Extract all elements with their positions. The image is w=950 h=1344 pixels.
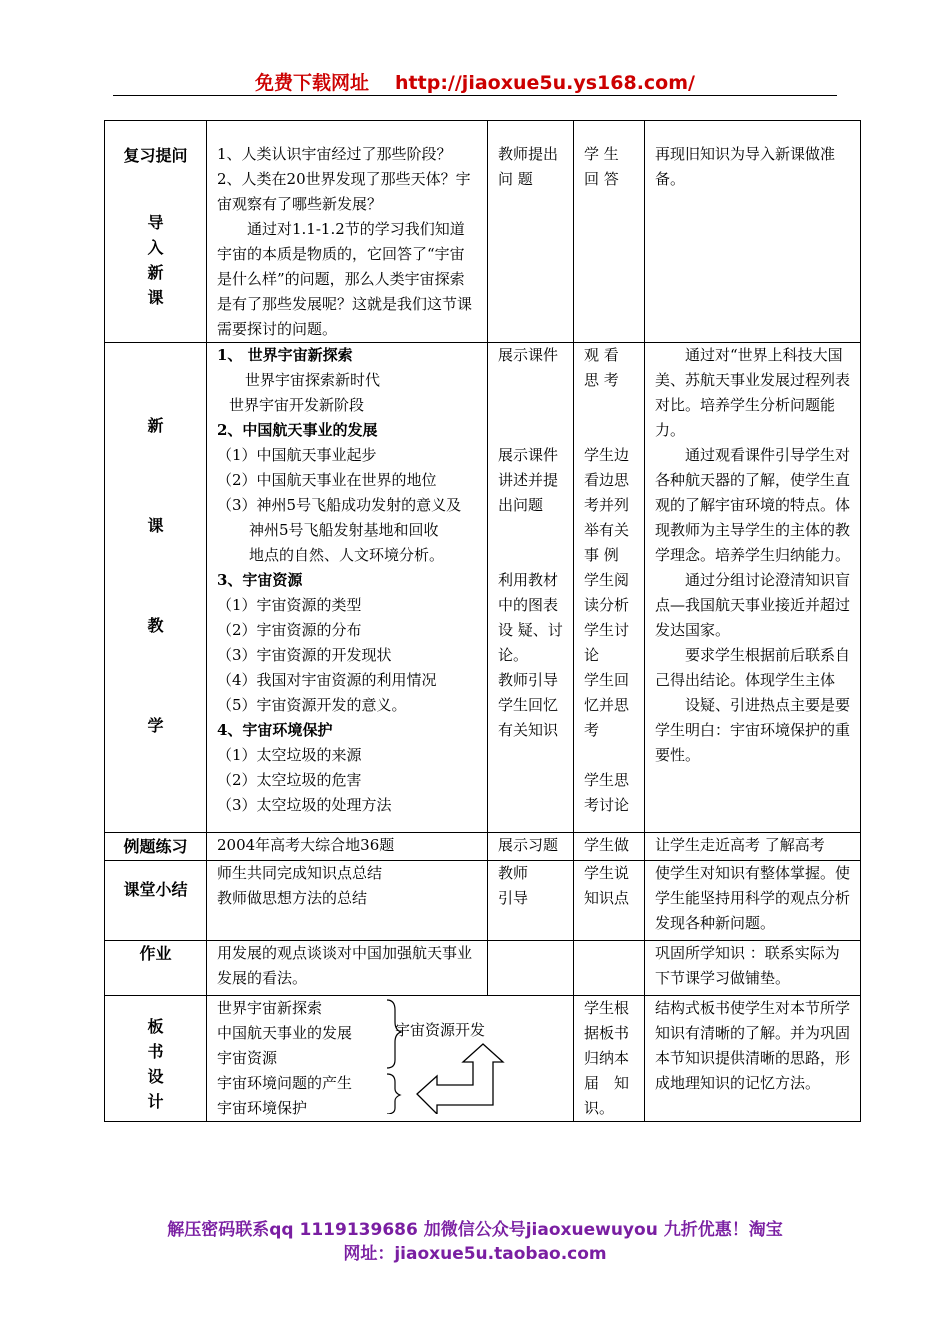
summary-content xyxy=(207,861,488,941)
topic-heading: 1、 世界宇宙新探索 xyxy=(217,346,353,364)
new-lesson-label-char: 课 xyxy=(147,516,164,535)
new-lesson-label xyxy=(105,343,207,833)
board-item: 宇宙环境问题的产生 xyxy=(217,1074,353,1092)
review-student: 学 生 回 答 xyxy=(574,121,645,343)
header-divider xyxy=(113,95,837,96)
board-item: 宇宙环境保护 xyxy=(217,1099,308,1117)
intro-label-char: 新 xyxy=(147,263,164,282)
exercise-intent: 让学生走近高考 了解高考 xyxy=(645,833,861,861)
topic-heading: 2、中国航天事业的发展 xyxy=(217,421,378,439)
board-diagram xyxy=(207,996,574,1122)
board-student: 学生根据板书归纳本届 知识。 xyxy=(574,996,645,1122)
exercise-content: 2004年高考大综合地36题 xyxy=(207,833,488,861)
student-activity: 观 看 思 考 xyxy=(584,346,619,389)
intro-label-char: 课 xyxy=(147,288,164,307)
intro-label xyxy=(105,210,206,310)
topic-line: （1）宇宙资源的类型 xyxy=(217,596,362,614)
new-lesson-teacher xyxy=(488,343,574,833)
topic-line: 神州5号飞船发射基地和回收 xyxy=(249,521,439,539)
teacher-activity: 展示课件 xyxy=(498,346,559,364)
topic-heading: 4、宇宙环境保护 xyxy=(217,721,333,739)
new-lesson-row xyxy=(105,343,861,833)
topic-line: （3）宇宙资源的开发现状 xyxy=(217,646,392,664)
review-teacher: 教师提出问 题 xyxy=(488,121,574,343)
topic-line: 世界宇宙探索新时代 xyxy=(245,371,381,389)
topic-line: （3）太空垃圾的处理方法 xyxy=(217,796,392,814)
intro-paragraph: 通过对1.1-1.2节的学习我们知道宇宙的本质是物质的，它回答了“宇宙是什么样”的问题，那么人类宇宙探索是有了那些发展呢？这就是我们这节课需要探讨的问题。 xyxy=(217,220,473,338)
footer-line-2[interactable]: 网址：jiaoxue5u.taobao.com xyxy=(343,1244,607,1264)
topic-line: （4）我国对宇宙资源的利用情况 xyxy=(217,671,437,689)
new-lesson-label-char: 教 xyxy=(147,616,164,635)
summary-line: 师生共同完成知识点总结 xyxy=(217,864,383,882)
brace-bottom xyxy=(387,1074,400,1114)
exercise-teacher: 展示习题 xyxy=(488,833,574,861)
student-activity: 学生思考讨论 xyxy=(584,771,630,814)
topic-line: （2）中国航天事业在世界的地位 xyxy=(217,471,437,489)
student-activity: 学生阅读分析 xyxy=(584,571,630,614)
intent-paragraph: 通过观看课件引导学生对各种航天器的了解，使学生直观的了解宇宙环境的特点。体现教师为主导学生的主体的教学理念。培养学生归纳能力。 xyxy=(655,446,851,564)
teacher-activity: 利用教材中的图表设 疑、讨 论。 xyxy=(498,571,563,664)
intent-paragraph: 设疑、引进热点主要是要学生明白：宇宙环境保护的重要性。 xyxy=(655,696,851,764)
student-activity: 学生讨论 xyxy=(584,621,630,664)
topic-line: （3）神州5号飞船成功发射的意义及 xyxy=(217,496,462,514)
lesson-table xyxy=(104,120,861,1122)
board-side-label: 宇宙资源开发 xyxy=(395,1021,486,1039)
topic-heading: 3、宇宙资源 xyxy=(217,571,303,589)
summary-label-text: 课堂小结 xyxy=(123,880,188,899)
board-label-char: 计 xyxy=(147,1092,164,1111)
board-label-char: 板 xyxy=(147,1017,164,1036)
return-arrow xyxy=(417,1044,503,1114)
topic-line: （2）太空垃圾的危害 xyxy=(217,771,362,789)
board-item: 宇宙资源 xyxy=(217,1049,278,1067)
new-lesson-student xyxy=(574,343,645,833)
homework-intent: 巩固所学知识 ：联系实际为下节课学习做铺垫。 xyxy=(645,941,861,996)
homework-student xyxy=(574,941,645,996)
brace-top xyxy=(387,1000,401,1068)
summary-label xyxy=(105,861,207,941)
header xyxy=(0,68,950,95)
student-activity: 学生边看边思考并列举有关事 例 xyxy=(584,446,630,564)
header-url[interactable]: http://jiaoxue5u.ys168.com/ xyxy=(395,72,695,94)
teacher-activity: 展示课件讲述并提出问题 xyxy=(498,446,559,514)
exercise-label: 例题练习 xyxy=(105,833,207,861)
homework-row xyxy=(105,941,861,996)
board-row xyxy=(105,996,861,1122)
board-item: 中国航天事业的发展 xyxy=(217,1024,353,1042)
new-lesson-label-char: 学 xyxy=(147,716,164,735)
board-brackets-and-arrow xyxy=(377,996,517,1114)
summary-row xyxy=(105,861,861,941)
topic-line: （5）宇宙资源开发的意义。 xyxy=(217,696,407,714)
new-lesson-label-char: 新 xyxy=(147,416,164,435)
new-lesson-intent xyxy=(645,343,861,833)
homework-teacher xyxy=(488,941,574,996)
footer-line-1: 解压密码联系qq 1119139686 加微信公众号jiaoxuewuyou 九折优惠！淘宝 xyxy=(167,1220,783,1240)
board-item: 世界宇宙新探索 xyxy=(217,999,323,1017)
review-row xyxy=(105,121,861,343)
topic-line: （2）宇宙资源的分布 xyxy=(217,621,362,639)
intent-paragraph: 通过分组讨论澄清知识盲点—我国航天事业接近并超过发达国家。 xyxy=(655,571,851,639)
summary-student: 学生说知识点 xyxy=(574,861,645,941)
review-label: 复习提问 xyxy=(123,146,188,165)
exercise-row xyxy=(105,833,861,861)
topic-line: （1）中国航天事业起步 xyxy=(217,446,377,464)
review-intent: 再现旧知识为导入新课做准备。 xyxy=(645,121,861,343)
homework-label: 作业 xyxy=(105,941,207,996)
footer xyxy=(0,1218,950,1266)
homework-content: 用发展的观点谈谈对中国加强航天事业发展的看法。 xyxy=(207,941,488,996)
topic-line: 地点的自然、人文环境分析。 xyxy=(249,546,445,564)
review-content xyxy=(207,121,488,343)
board-label-char: 书 xyxy=(147,1042,164,1061)
review-question-1: 1、人类认识宇宙经过了那些阶段？ xyxy=(217,145,452,163)
summary-line: 教师做思想方法的总结 xyxy=(217,889,368,907)
review-question-2: 2、人类在20世界发现了那些天体？宇宙观察有了哪些新发展？ xyxy=(217,170,471,213)
student-activity: 学生回忆并思考 xyxy=(584,671,630,739)
intro-label-char: 入 xyxy=(147,238,164,257)
header-title: 免费下载网址 xyxy=(255,72,370,94)
intent-paragraph: 通过对“世界上科技大国美、苏航天事业发展过程列表对比。培养学生分析问题能力。 xyxy=(655,346,851,439)
teacher-activity: 教师引导学生回忆有关知识 xyxy=(498,671,559,739)
board-intent: 结构式板书使学生对本节所学知识有清晰的了解。并为巩固本节知识提供清晰的思路，形成地理知识的记忆方法。 xyxy=(645,996,861,1122)
intro-label-char: 导 xyxy=(147,213,164,232)
topic-line: 世界宇宙开发新阶段 xyxy=(229,396,365,414)
intent-paragraph: 要求学生根据前后联系自己得出结论。体现学生主体 xyxy=(655,646,851,689)
summary-teacher: 教师 引导 xyxy=(488,861,574,941)
topic-line: （1）太空垃圾的来源 xyxy=(217,746,362,764)
exercise-student: 学生做 xyxy=(574,833,645,861)
board-label-char: 设 xyxy=(147,1067,164,1086)
review-label-cell xyxy=(105,121,207,343)
summary-intent: 使学生对知识有整体掌握。使学生能坚持用科学的观点分析发现各种新问题。 xyxy=(645,861,861,941)
new-lesson-content xyxy=(207,343,488,833)
board-label xyxy=(105,996,207,1122)
